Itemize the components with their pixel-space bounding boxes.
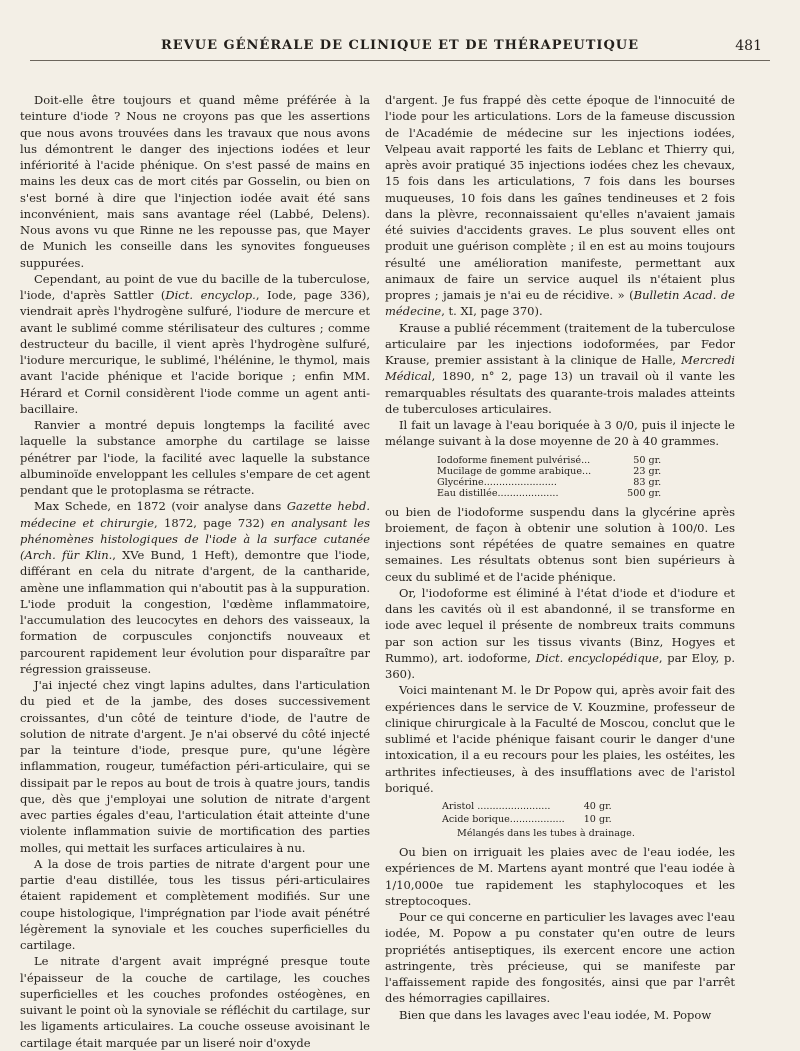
citation: Bulletin Acad. de médecine [385,288,735,319]
quantity: 23 gr. [633,465,662,477]
text-run: , XVe Bund, 1 Heft), demontre que l'iode, différant en cela du nitrate d'argent, de la cantharide, amène une inflammation qui n'aboutit pas à la suppuration. L'iode produit la congestion, l'œdème inflammatoire, l'accumulation des leucocytes en dehors des vaisseaux, la formation de corpuscules conjonctifs nouveaux et parcourent rapidement leur évolution pour disparaître par régression graisseuse. [20,548,370,676]
journal-title: REVUE GÉNÉRALE DE CLINIQUE ET DE THÉRAPEUTIQUE [160,38,640,53]
formula-row [437,466,661,477]
right-column [385,92,736,1022]
formula-row [441,813,613,826]
paragraph: Ou bien on irriguait les plaies avec de l'eau iodée, les expériences de M. Martens ayant montré que l'eau iodée à 1/10,000e tue rapidement les staphylocoques et les streptocoques. [385,845,735,908]
quantity: 40 gr. [583,801,612,812]
paragraph: Voici maintenant M. le Dr Popow qui, après avoir fait des expériences dans le service de V. Kouzmine, professeur de clinique chirurgicale à la Faculté de Moscou, conclut que le sublimé et l'acide phénique faisant courir le danger d'une intoxication, il a eu recours pour les plaies, les ostéites, les arthrites infectieuses, à des insufflations avec de l'aristol boriqué. [385,683,735,795]
paragraph: J'ai injecté chez vingt lapins adultes, dans l'articulation du pied et de la jambe, des doses successivement croissantes, d'un côté de teinture d'iode, de l'autre de solution de nitrate d'argent. Je n'ai observé du côté injecté par la teinture d'iode, presque pure, qu'une légère inflammation, rougeur, tuméfaction péri-articulaire, qui se dissipait par le repos au bout de trois à quatre jours, tandis que, dès que j'employai une solution de nitrate d'argent avec parties égales d'eau, l'articulation était atteinte d'une violente inflammation suivie de mortification des parties molles, qui mettait les surfaces articulaires à nu. [20,678,370,855]
paragraph [385,585,735,683]
formula-iodoform [437,455,661,499]
text-run: Krause a publié récemment (traitement de la tuberculose articulaire par les injections iodoformées, par Fedor Krause, premier assistant à la clinique de Halle, [385,320,735,367]
text-run: , 1872, page 732) [154,515,271,530]
quantity: 83 gr. [633,476,662,488]
ingredient: Aristol ........................ [442,801,551,812]
citation: Mercredi Médical [385,353,735,384]
formula-row [437,488,661,499]
page-number: 481 [735,38,762,54]
text-run: , t. XI, page 370). [441,304,543,319]
paragraph: ou bien de l'iodoforme suspendu dans la glycérine après broiement, de façon à obtenir une solution à 100/0. Les injections sont répétées de quatre semaines en quatre semaines. Les résultats obtenus sont bien supérieurs à ceux du sublimé et de l'acide phénique. [385,504,735,584]
ingredient: Mucilage de gomme arabique... [437,465,592,477]
paragraph [385,92,735,320]
left-column [20,92,371,1050]
ingredient: Iodoforme finement pulvérisé... [437,454,591,466]
text-run: , par Eloy, p. 360). [385,650,736,681]
paragraph: Ranvier a montré depuis longtemps la facilité avec laquelle la substance amorphe du cartilage se laisse pénétrer par l'iode, la facilité avec laquelle la substance albuminoïde enveloppant les cellules s'empare de cet agent pendant que le protoplasma se rétracte. [20,418,370,497]
quantity: 50 gr. [633,454,662,466]
ingredient: Acide borique.................. [442,814,565,825]
paragraph: Pour ce qui concerne en particulier les lavages avec l'eau iodée, M. Popow a pu constater qu'en outre de leurs propriétés antiseptiques, ils exercent encore une action astringente, très précieuse, qui se manifeste par l'affaissement rapide des fongosités, ainsi que par l'arrêt des hémorragies capillaires. [385,910,735,1006]
citation: Dict. encyclop. [165,288,256,302]
text-run: Or, l'iodoforme est éliminé à l'état d'iode et d'iodure et dans les cavités où il est abandonné, il se transforme en iode avec lequel il présente de nombreux traits communs par son action sur les tissus vivants (Binz, Hogyes et Rummo), art. iodoforme, [385,585,735,665]
text-run: , 1890, n° 2, page 13) un travail où il vante les remarquables résultats des quarante-trois malades atteints de tuberculoses articulaires. [385,369,735,416]
formula-aristol [441,800,613,826]
ingredient: Eau distillée.................... [437,487,559,499]
ingredient: Glycérine........................ [437,476,557,488]
citation: Dict. encyclopédique [535,650,659,665]
quantity: 500 gr. [627,487,662,499]
paragraph: Le nitrate d'argent avait imprégné presque toute l'épaisseur de la couche de cartilage, les couches superficielles et les couches profondes ostéogènes, en suivant le point où la synoviale se réfléchit du cartilage, sur les ligaments articulaires. La couche osseuse avoisinant le cartilage était marquée par un liseré noir d'oxyde [20,954,370,1050]
formula-note: Mélangés dans les tubes à drainage. [457,828,635,839]
text-run: Max Schede, en 1872 (voir analyse dans [34,499,287,514]
paragraph: Il fait un lavage à l'eau boriquée à 3 0/0, puis il injecte le mélange suivant à la dose moyenne de 20 à 40 grammes. [385,418,735,449]
running-header [30,36,770,61]
formula-row [437,455,661,466]
formula-row [437,477,661,488]
paragraph: A la dose de trois parties de nitrate d'argent pour une partie d'eau distillée, tous les tissus péri-articulaires étaient rapidement et complètement modifiés. Sur une coupe histologique, l'imprégnation par l'iode avait pénétré légèrement la synoviale et les couches superficielles du cartilage. [20,856,370,952]
formula-row [441,800,613,813]
paragraph [20,271,370,417]
citation: en analysant les phénomènes histologiques de l'iode à la surface cutanée (Arch. für Klin. [20,515,370,562]
paragraph [385,320,735,418]
paragraph: Bien que dans les lavages avec l'eau iodée, M. Popow [399,1007,712,1022]
paragraph: Doit-elle être toujours et quand même préférée à la teinture d'iode ? Nous ne croyons pas que les assertions que nous avons trouvées dans les travaux que nous avons lus démontrent le danger des injections iodées et leur infériorité à l'acide phénique. On s'est passé de mains en mains les deux cas de mort cités par Gosselin, ou bien on s'est borné à dire que l'injection iodée avait été sans inconvénient, mais sans avantage réel (Labbé, Delens). Nous avons vu que Rinne ne les repousse pas, que Mayer de Munich les conseille dans les synovites fongueuses suppurées. [20,93,370,270]
text-run: d'argent. Je fus frappé dès cette époque de l'innocuité de l'iode pour les articulations. Lors de la fameuse discussion de l'Académie de médecine sur les injections iodées, Velpeau avait rapporté les faits de Leblanc et Thierry qui, après avoir pratiqué 35 injections iodées chez les chevaux, 15 fois dans les articulations, 7 fois dans les bourses muqueuses, 10 fois dans les gaînes tendineuses et 2 fois dans la plèvre, reconnaissaient qu'elles n'avaient jamais été suivies d'accidents graves. Le plus souvent elles ont produit une guérison complète ; il en est au moins toujours résulté une amélioration manifeste, permettant aux animaux de faire un service auquel ils n'étaient plus propres ; jamais je n'ai eu de récidive. » ( [385,93,735,302]
quantity: 10 gr. [583,814,612,825]
text-run: , Iode, page 336), viendrait après l'hydrogène sulfuré, l'iodure de mercure et avant le sublimé comme stérilisateur des cultures ; comme destructeur du bacille, il vient après l'hydrogène sulfuré, l'iodure mercurique, le sublimé, l'hélénine, le thymol, mais avant l'acide phénique et l'acide borique ; enfin MM. Hérard et Cornil considèrent l'iode comme un agent anti-bacillaire. [20,288,371,416]
citation: Gazette hebd. médecine et chirurgie [20,499,371,530]
text-run: Cependant, au point de vue du bacille de la tuberculose, l'iode, d'après Sattler ( [20,271,370,302]
paragraph [20,498,370,677]
